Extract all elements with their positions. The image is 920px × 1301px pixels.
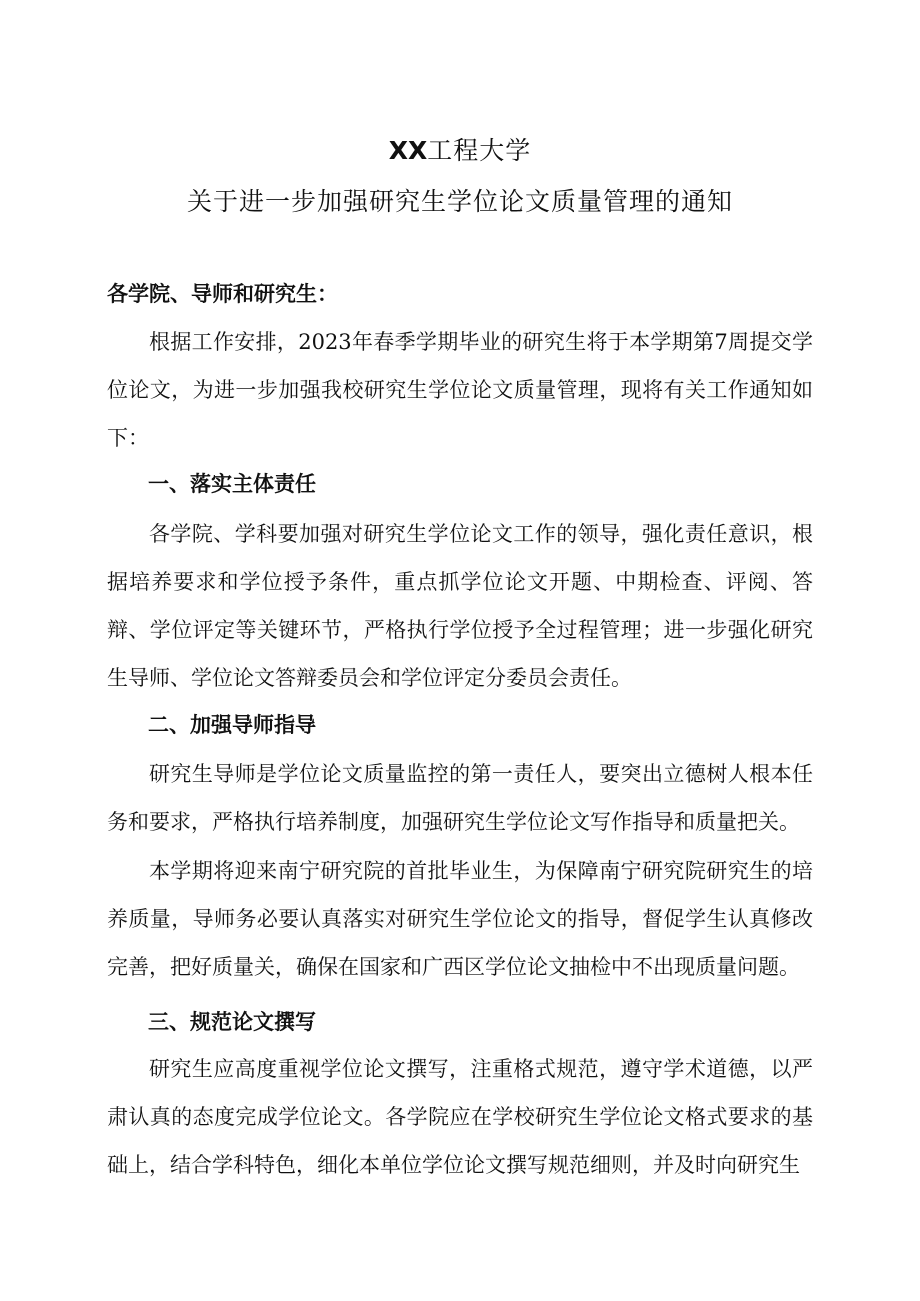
salutation: 各学院、导师和研究生： bbox=[107, 282, 338, 306]
section-2-paragraph-1: 研究生导师是学位论文质量监控的第一责任人，要突出立德树人根本任务和要求，严格执行培养制度，加强研究生学位论文写作指导和质量把关。 bbox=[107, 762, 813, 834]
document-subtitle: 关于进一步加强研究生学位论文质量管理的通知 bbox=[186, 187, 733, 216]
section-1-paragraph-1: 各学院、学科要加强对研究生学位论文工作的领导，强化责任意识，根据培养要求和学位授予条件，重点抓学位论文开题、中期检查、评阅、答辩、学位评定等关键环节，严格执行学位授予全过程管理；进一步强化研究生导师、学位论文答辩委员会和学位评定分委员会责任。 bbox=[107, 522, 813, 690]
section-2-paragraph-2: 本学期将迎来南宁研究院的首批毕业生，为保障南宁研究院研究生的培养质量，导师务必要认真落实对研究生学位论文的指导，督促学生认真修改完善，把好质量关，确保在国家和广西区学位论文抽检中不出现质量问题。 bbox=[107, 859, 813, 979]
section-3-paragraph-1: 研究生应高度重视学位论文撰写，注重格式规范，遵守学术道德，以严肃认真的态度完成学位论文。各学院应在学校研究生学位论文格式要求的基础上，结合学科特色，细化本单位学位论文撰写规范细则，并及时向研究生 bbox=[107, 1057, 813, 1177]
section-heading-3: 三、规范论文撰写 bbox=[148, 1010, 316, 1034]
title-prefix: XX bbox=[388, 136, 428, 165]
intro-paragraph: 根据工作安排，2023年春季学期毕业的研究生将于本学期第7周提交学位论文，为进一步加强我校研究生学位论文质量管理，现将有关工作通知如下： bbox=[107, 330, 813, 450]
section-heading-2: 二、加强导师指导 bbox=[148, 713, 316, 737]
section-heading-1: 一、落实主体责任 bbox=[148, 472, 316, 496]
title-rest: 工程大学 bbox=[427, 136, 532, 165]
document-title bbox=[0, 135, 920, 167]
